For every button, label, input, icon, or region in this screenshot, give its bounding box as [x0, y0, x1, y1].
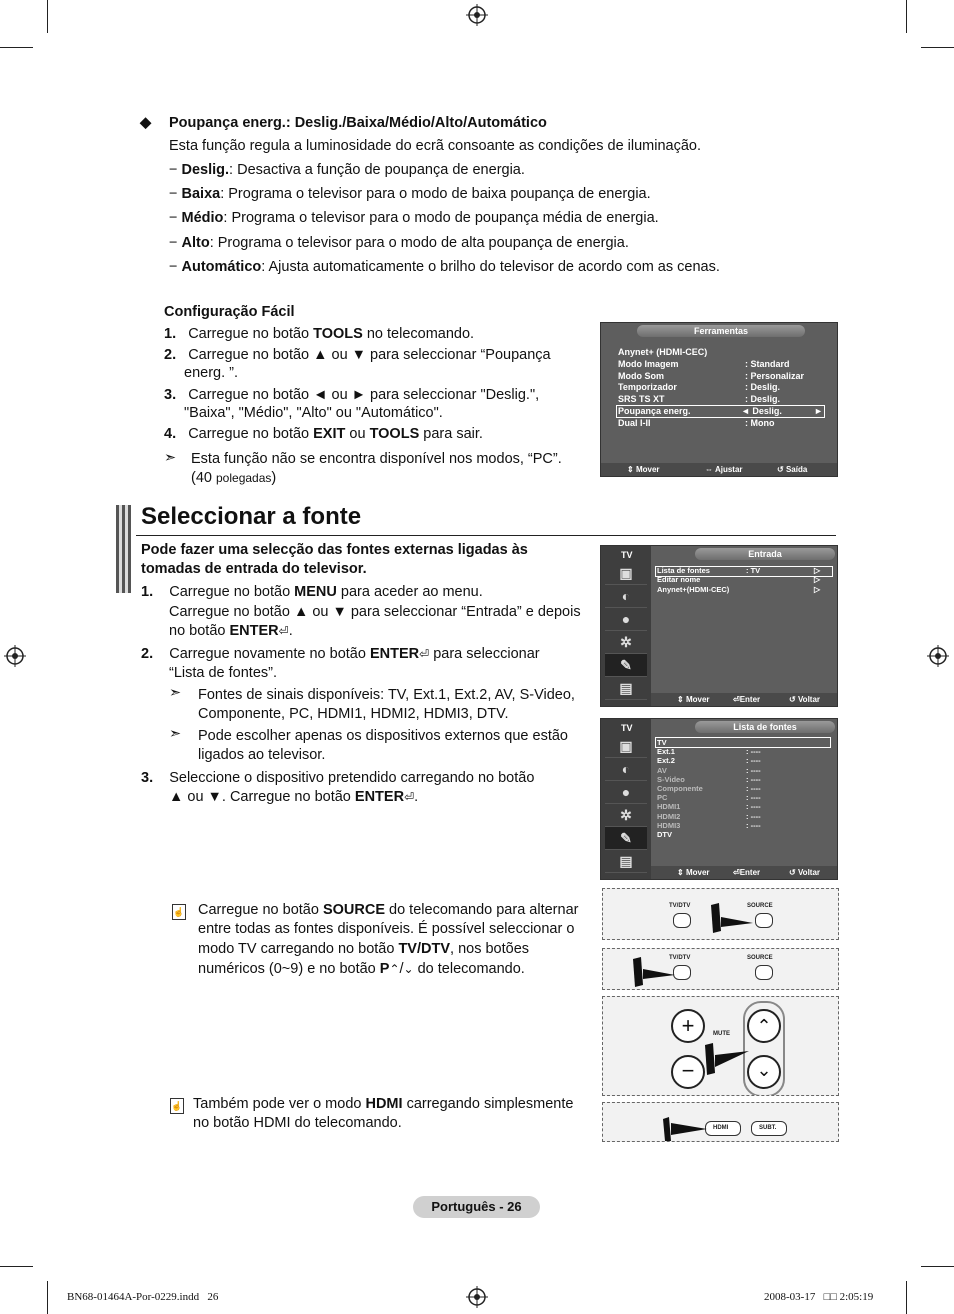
- step-2: 2. Carregue no botão ▲ ou ▼ para seleccionar “Poupança: [164, 347, 551, 363]
- remote-source-illustration: [602, 888, 839, 940]
- osd-row-label: Modo Imagem: [618, 359, 679, 369]
- crop-mark: [906, 1281, 907, 1314]
- step-4: 4. Carregue no botão EXIT ou TOOLS para sair.: [164, 426, 483, 442]
- tvdtv-label: TV/DTV: [669, 955, 691, 961]
- page-title: Seleccionar a fonte: [141, 503, 362, 530]
- input-menu-screen: [600, 545, 838, 707]
- source-list-value: : ----: [746, 774, 761, 784]
- hdmi-label: HDMI: [713, 1125, 729, 1131]
- source-list-item: HDMI1: [657, 802, 681, 812]
- step-1: 1. Carregue no botão MENU para aceder ao menu.: [141, 584, 483, 600]
- osd-sidebar: [601, 546, 651, 706]
- source-label: SOURCE: [747, 903, 773, 909]
- source-list-value: : ----: [746, 793, 761, 803]
- energy-saving-intro: Esta função regula a luminosidade do ecrã consoante as condições de iluminação.: [169, 138, 702, 154]
- source-intro: tomadas de entrada do televisor.: [141, 561, 367, 577]
- channel-up-icon: ⌃: [747, 1009, 781, 1043]
- step-2-cont: energ. ”.: [184, 365, 238, 381]
- osd-footer: ⇕ Mover ⏎Enter ↺ Voltar: [651, 866, 837, 879]
- source-list-item: TV: [657, 738, 667, 747]
- source-list-value: : ----: [746, 756, 761, 766]
- osd-tv-label: TV: [621, 550, 633, 560]
- crop-mark: [906, 0, 907, 33]
- source-list-item: PC: [657, 793, 668, 803]
- osd-selected-row: [655, 737, 831, 748]
- source-list-item: Ext.1: [657, 747, 675, 757]
- note-arrow-icon: ➣: [169, 726, 182, 742]
- hdmi-note-text: Também pode ver o modo HDMI carregando simplesmente: [193, 1096, 574, 1112]
- tvdtv-label: TV/DTV: [669, 903, 691, 909]
- source-list-value: : ----: [746, 784, 761, 793]
- pointing-hand-icon: [659, 1115, 709, 1141]
- source-list-item: Ext.2: [657, 756, 675, 766]
- tvdtv-button: [673, 913, 691, 928]
- source-list-item: Componente: [657, 784, 703, 793]
- section-bar: [116, 505, 131, 593]
- subtitle-label: SUBT.: [759, 1125, 777, 1131]
- crop-mark: [47, 0, 48, 33]
- source-list-item: AV: [657, 765, 667, 775]
- option-item: − Médio: Programa o televisor para o modo de poupança média de energia.: [169, 210, 659, 226]
- osd-footer: ⇕ Mover ⇔ Ajustar ↺ Saída: [601, 463, 837, 476]
- channel-down-icon: ⌄: [747, 1055, 781, 1089]
- source-list-value: : ----: [746, 747, 761, 757]
- step-3: 3. Seleccione o dispositivo pretendido carregando no botão: [141, 770, 535, 786]
- step-2-cont: “Lista de fontes”.: [169, 665, 277, 681]
- step-3-cont: ▲ ou ▼. Carregue no botão ENTER⏎.: [169, 789, 419, 805]
- osd-footer: ⇕ Mover ⏎Enter ↺ Voltar: [651, 693, 837, 706]
- application-icon: ▤: [605, 677, 647, 700]
- input-icon: ✎: [605, 654, 647, 677]
- registration-mark-icon: [466, 1286, 488, 1308]
- picture-icon: ▣: [605, 562, 647, 585]
- osd-title: Ferramentas: [637, 325, 805, 337]
- osd-sidebar: [601, 719, 651, 879]
- remote-note-text: entre todas as fontes disponíveis. É possível seleccionar o: [198, 921, 575, 937]
- channel-icon: ●: [605, 608, 647, 631]
- remote-note-icon: ☝: [172, 900, 186, 920]
- remote-hdmi-illustration: [602, 1102, 839, 1142]
- setup-icon: ✲: [605, 804, 647, 827]
- osd-row-value: : Deslig.: [745, 382, 781, 392]
- crop-mark: [0, 47, 33, 48]
- osd-row-label: Anynet+ (HDMI-CEC): [618, 347, 708, 357]
- input-icon: ✎: [605, 827, 647, 850]
- sound-icon: ◐: [605, 585, 647, 608]
- step-1-cont: Carregue no botão ▲ ou ▼ para seleccionar “Entrada” e depois: [169, 604, 581, 620]
- source-list-value: : ----: [746, 765, 761, 775]
- osd-row-label: Dual I-II: [618, 418, 651, 428]
- registration-mark-icon: [4, 645, 26, 667]
- source-button: [755, 913, 773, 928]
- remote-note-text: modo TV carregando no botão TV/DTV, nos botões: [198, 941, 530, 957]
- pointing-hand-icon: [701, 1041, 753, 1075]
- bullet-diamond-icon: ◆: [140, 115, 152, 131]
- osd-row-label: Modo Som: [618, 371, 664, 381]
- note-text: Pode escolher apenas os dispositivos externos que estão: [198, 728, 568, 744]
- crop-mark: [921, 47, 954, 48]
- setup-icon: ✲: [605, 631, 647, 654]
- source-list-item: DTV: [657, 830, 672, 839]
- pointing-hand-icon: [707, 903, 757, 933]
- option-item: − Alto: Programa o televisor para o modo de alta poupança de energia.: [169, 235, 629, 251]
- source-intro: Pode fazer uma selecção das fontes externas ligadas às: [141, 542, 528, 558]
- option-item: − Baixa: Programa o televisor para o modo de baixa poupança de energia.: [169, 186, 651, 202]
- crop-mark: [47, 1281, 48, 1314]
- volume-down-icon: −: [671, 1055, 705, 1089]
- source-button: [755, 965, 773, 980]
- source-label: SOURCE: [747, 955, 773, 961]
- registration-mark-icon: [927, 645, 949, 667]
- step-1-cont: no botão ENTER⏎.: [169, 623, 293, 639]
- sound-icon: ◐: [605, 758, 647, 781]
- note-text: ligados ao televisor.: [198, 747, 326, 763]
- remote-tvdtv-illustration: [602, 948, 839, 990]
- osd-title: Entrada: [695, 548, 835, 560]
- remote-note-text: numéricos (0~9) e no botão P⌃/⌄ do telecomando.: [198, 961, 525, 977]
- note-text: (40 polegadas): [191, 470, 277, 486]
- step-2: 2. Carregue novamente no botão ENTER⏎ para seleccionar: [141, 646, 540, 662]
- title-rule: [136, 535, 836, 536]
- osd-row-value: : TV: [746, 566, 761, 575]
- energy-saving-heading: Poupança energ.: Deslig./Baixa/Médio/Alto/Automático: [169, 115, 547, 131]
- crop-mark: [0, 1266, 33, 1267]
- page-number-badge: Português - 26: [413, 1196, 540, 1218]
- osd-row-label: Poupança energ.: [618, 406, 691, 416]
- easy-setup-heading: Configuração Fácil: [164, 304, 295, 320]
- remote-channel-illustration: [602, 996, 839, 1096]
- tools-menu-screen: [600, 322, 838, 477]
- file-name: BN68-01464A-Por-0229.indd 26: [67, 1291, 219, 1303]
- right-triangle-icon: ▷: [814, 566, 821, 575]
- source-list-value: : ----: [746, 820, 761, 830]
- right-triangle-icon: ▷: [814, 585, 821, 594]
- source-list-screen: [600, 718, 838, 880]
- crop-mark: [921, 1266, 954, 1267]
- osd-row-label: Anynet+(HDMI-CEC): [657, 585, 730, 594]
- picture-icon: ▣: [605, 735, 647, 758]
- osd-row-value: : Mono: [745, 418, 775, 428]
- registration-mark-icon: [466, 4, 488, 26]
- osd-row-label: Temporizador: [618, 382, 677, 392]
- step-1: 1. Carregue no botão TOOLS no telecomando.: [164, 326, 475, 342]
- option-item: − Deslig.: Desactiva a função de poupança de energia.: [169, 162, 525, 178]
- channel-icon: ●: [605, 781, 647, 804]
- source-list-item: S-Video: [657, 774, 685, 784]
- remote-note-text: Carregue no botão SOURCE do telecomando para alternar: [198, 902, 579, 918]
- osd-row-value: : Personalizar: [745, 371, 805, 381]
- option-item: − Automático: Ajusta automaticamente o brilho do televisor de acordo com as cenas.: [169, 259, 720, 275]
- osd-title: Lista de fontes: [695, 721, 835, 733]
- application-icon: ▤: [605, 850, 647, 873]
- right-triangle-icon: ▷: [814, 575, 821, 584]
- note-text: Esta função não se encontra disponível nos modos, “PC”.: [191, 451, 562, 467]
- source-list-value: : ----: [746, 802, 761, 812]
- osd-row-value: : Standard: [745, 359, 790, 369]
- hdmi-note-text: no botão HDMI do telecomando.: [193, 1115, 402, 1131]
- note-arrow-icon: ➣: [164, 450, 177, 466]
- step-3: 3. Carregue no botão ◄ ou ► para seleccionar "Deslig.",: [164, 387, 540, 403]
- source-list-item: HDMI2: [657, 811, 681, 821]
- source-list-value: : ----: [746, 811, 761, 821]
- print-date: 2008-03-17 □□ 2:05:19: [764, 1291, 874, 1303]
- volume-up-icon: +: [671, 1009, 705, 1043]
- mute-label: MUTE: [713, 1031, 730, 1037]
- note-text: Fontes de sinais disponíveis: TV, Ext.1, Ext.2, AV, S-Video,: [198, 687, 575, 703]
- osd-row-label: Editar nome: [657, 575, 701, 584]
- step-3-cont: "Baixa", "Médio", "Alto" ou "Automático".: [184, 405, 443, 421]
- osd-row-label: Lista de fontes: [657, 566, 710, 575]
- hdmi-note-icon: ☝: [170, 1094, 184, 1114]
- pointing-hand-icon: [629, 957, 679, 987]
- note-text: Componente, PC, HDMI1, HDMI2, HDMI3, DTV.: [198, 706, 509, 722]
- source-list-item: HDMI3: [657, 820, 681, 830]
- osd-row-label: SRS TS XT: [618, 394, 665, 404]
- osd-row-value: : Deslig.: [745, 394, 781, 404]
- osd-row-value: ◄ Deslig.: [741, 406, 782, 416]
- right-arrow-icon: ►: [814, 406, 823, 416]
- osd-tv-label: TV: [621, 723, 633, 733]
- note-arrow-icon: ➣: [169, 685, 182, 701]
